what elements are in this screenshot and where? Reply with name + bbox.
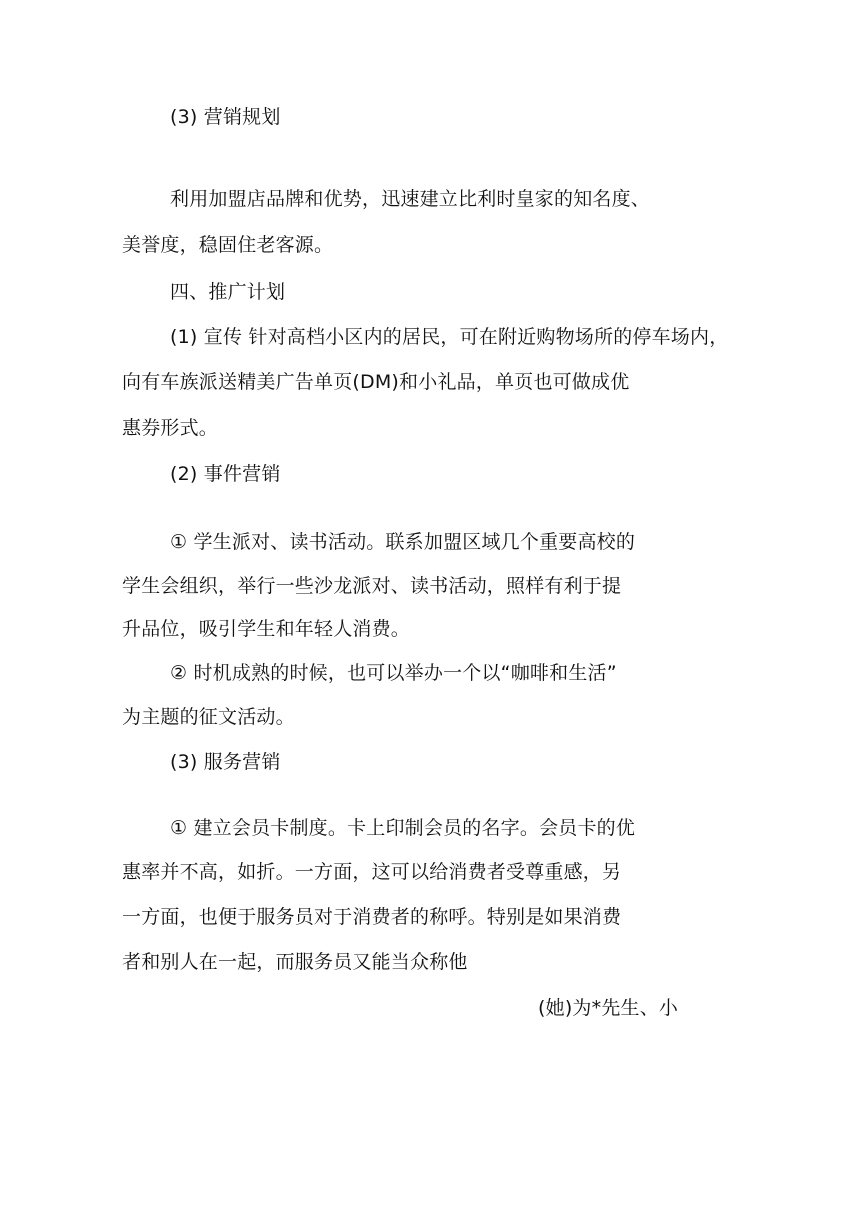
paragraph-line: (1) 宣传 针对高档小区内的居民，可在附近购物场所的停车场内， (170, 326, 729, 348)
heading-event-marketing: (2) 事件营销 (170, 463, 281, 485)
paragraph-line: 学生会组织，举行一些沙龙派对、读书活动，照样有利于提 (122, 575, 622, 597)
paragraph-line: 者和别人在一起，而服务员又能当众称他 (122, 951, 468, 973)
paragraph-line: ① 学生派对、读书活动。联系加盟区域几个重要高校的 (170, 531, 636, 553)
paragraph-line: 利用加盟店品牌和优势，迅速建立比利时皇家的知名度、 (170, 188, 651, 210)
paragraph-line: 惠券形式。 (122, 417, 219, 439)
paragraph-line: 一方面，也便于服务员对于消费者的称呼。特别是如果消费 (122, 906, 622, 928)
paragraph-line: 美誉度，稳固住老客源。 (122, 234, 334, 256)
paragraph-line-fragment: (她)为*先生、小 (538, 997, 679, 1019)
paragraph-line: 向有车族派送精美广告单页(DM)和小礼品，单页也可做成优 (122, 371, 630, 393)
paragraph-line: ② 时机成熟的时候，也可以举办一个以“咖啡和生活” (170, 662, 617, 684)
section-heading-promotion-plan: 四、推广计划 (170, 281, 286, 303)
heading-service-marketing: (3) 服务营销 (170, 751, 281, 773)
paragraph-line: 为主题的征文活动。 (122, 706, 295, 728)
paragraph-line: ① 建立会员卡制度。卡上印制会员的名字。会员卡的优 (170, 817, 636, 839)
heading-marketing-plan: (3) 营销规划 (170, 106, 281, 128)
paragraph-line: 惠率并不高，如折。一方面，这可以给消费者受尊重感，另 (122, 861, 622, 883)
paragraph-line: 升品位，吸引学生和年轻人消费。 (122, 618, 411, 640)
